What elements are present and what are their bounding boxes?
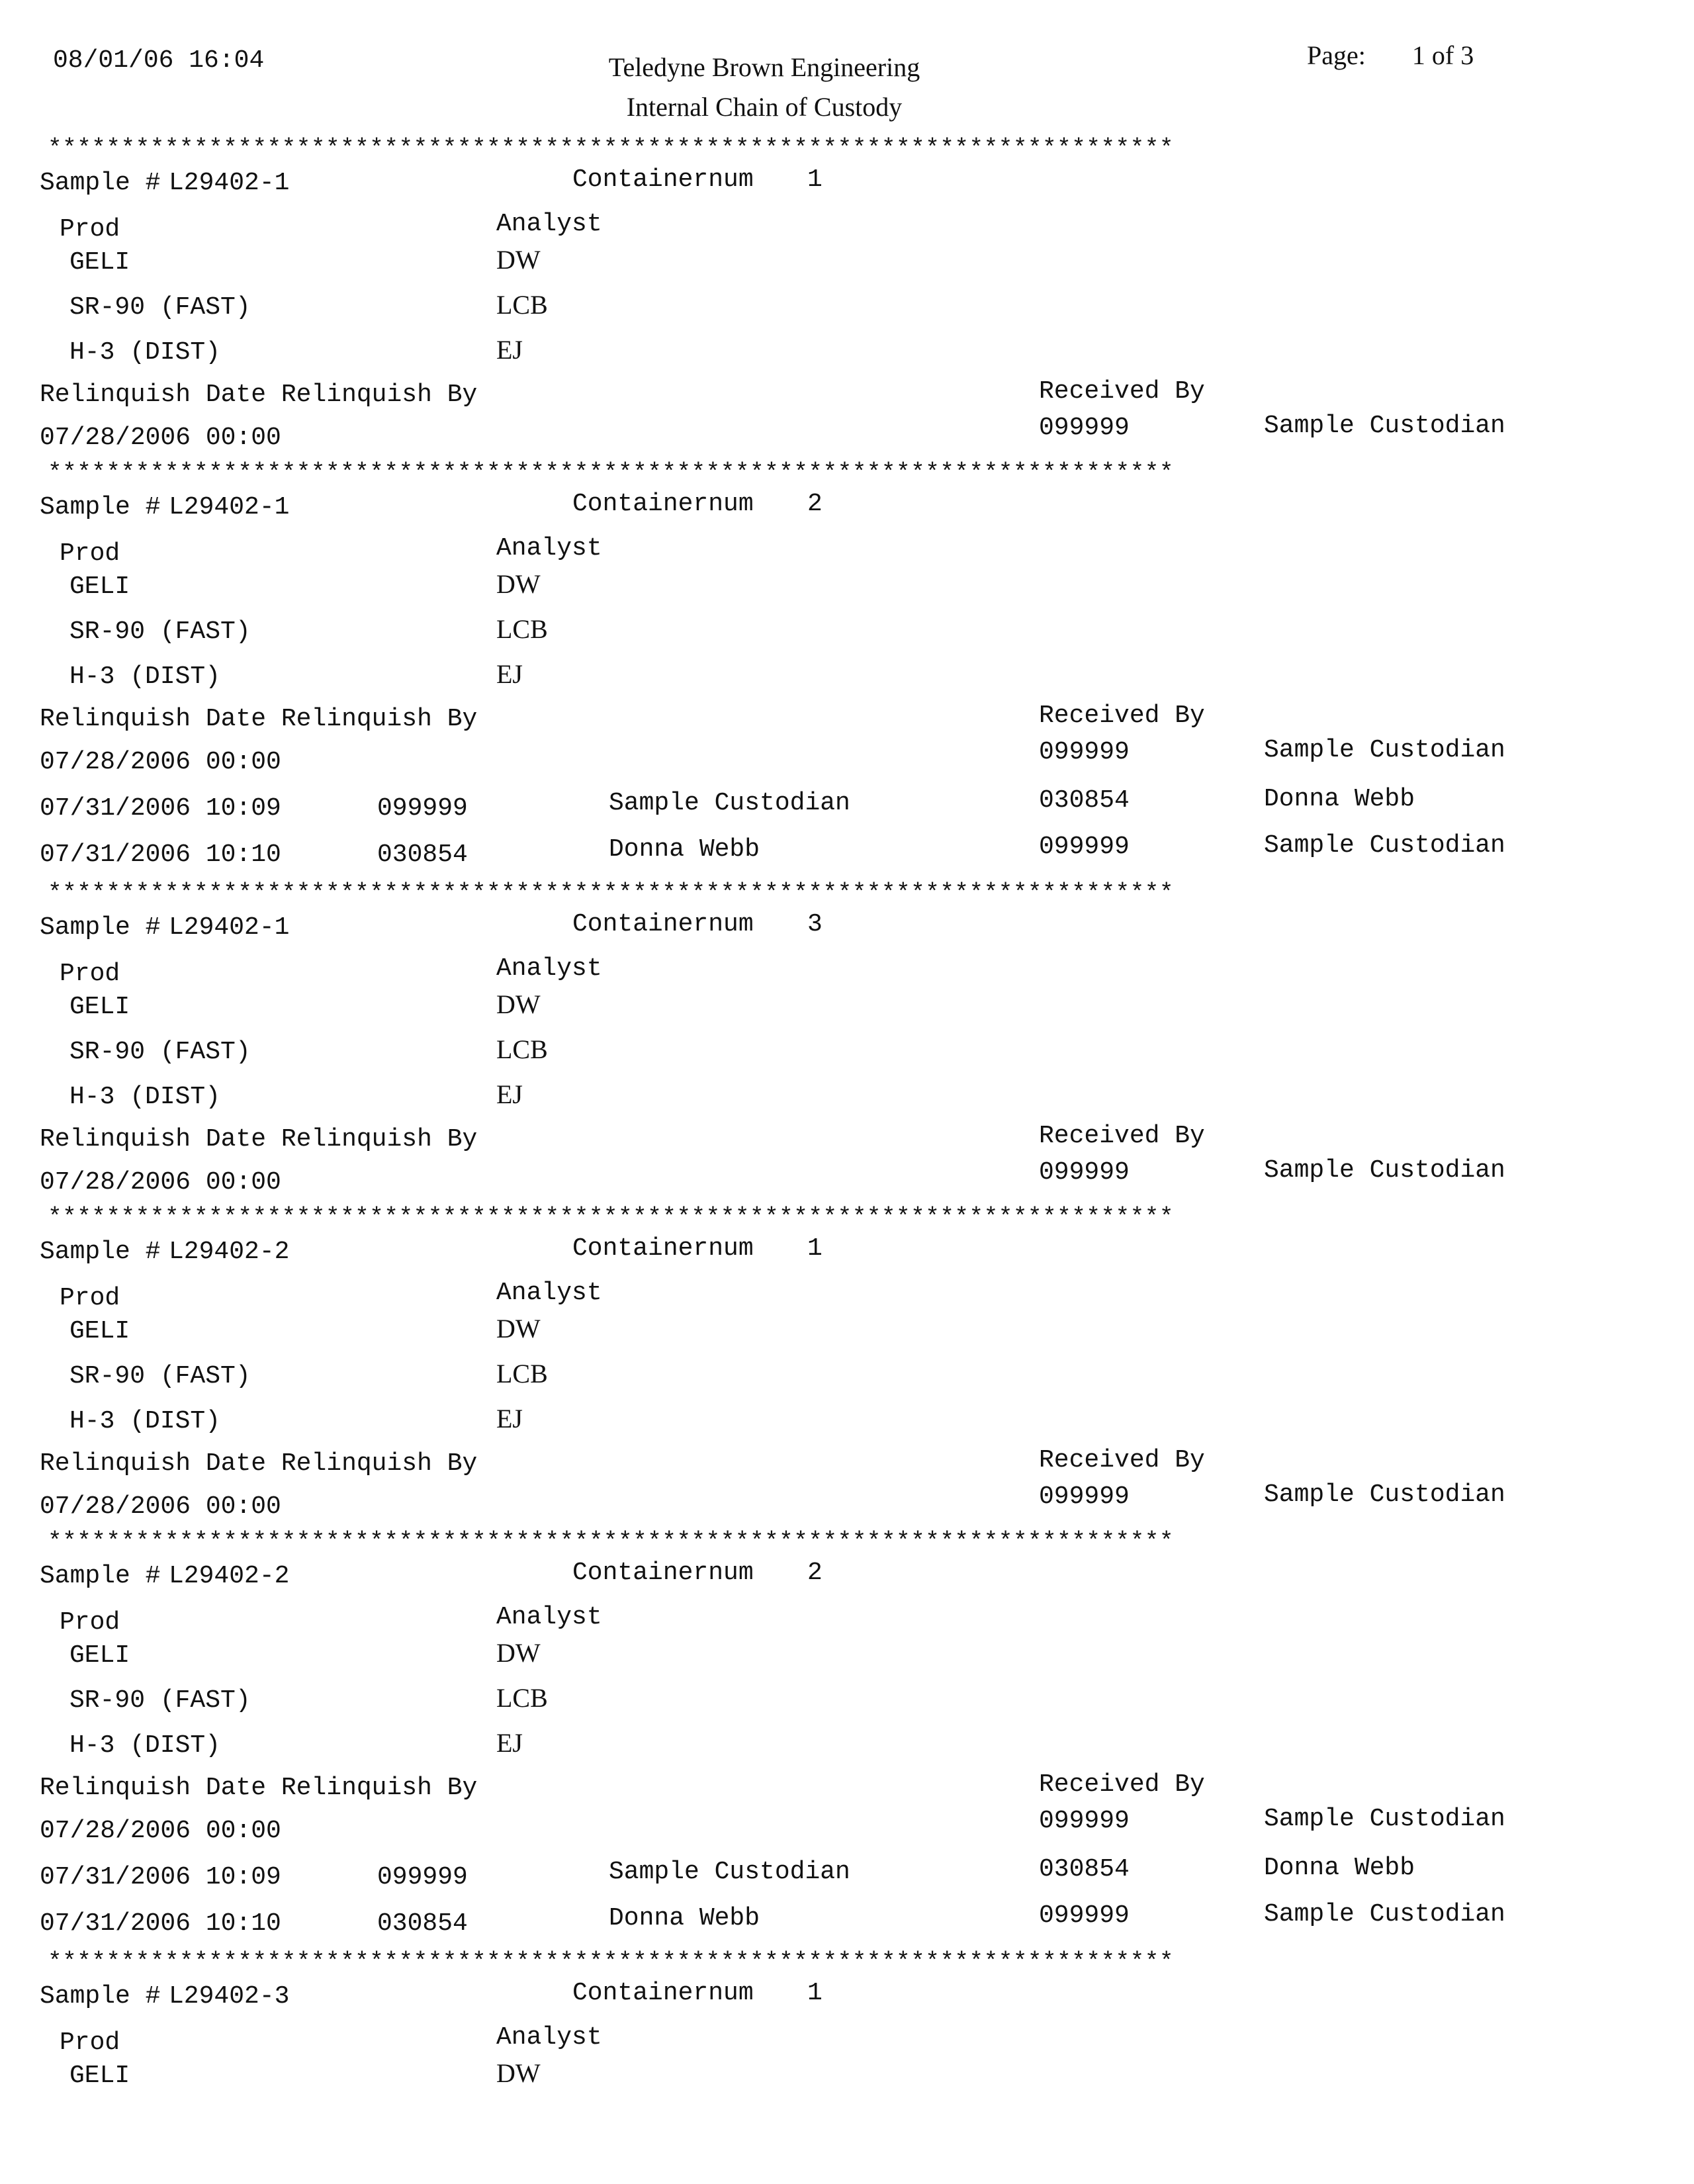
analyst-initials: EJ — [496, 335, 523, 365]
sample-prefix-label: Sample # — [40, 1982, 161, 2011]
relinquish-name: Donna Webb — [609, 835, 760, 864]
container-label: Containernum — [572, 1559, 754, 1587]
prod-name: GELI — [69, 248, 130, 277]
prod-name: GELI — [69, 1317, 130, 1345]
separator-stars: ***************************************************************************** — [48, 1528, 1174, 1555]
report-title: Internal Chain of Custody — [626, 92, 903, 122]
container-number: 1 — [807, 1979, 823, 2007]
prod-name: H-3 (DIST) — [69, 1407, 221, 1435]
analyst-initials: EJ — [496, 1728, 523, 1758]
separator-stars: ***************************************************************************** — [48, 1948, 1174, 1976]
relinquish-date: 07/28/2006 00:00 — [40, 424, 281, 452]
relinquish-id: 030854 — [377, 841, 468, 869]
transfer-date: 07/31/2006 10:09 — [40, 1863, 281, 1891]
page-number: 1 of 3 — [1411, 40, 1474, 70]
sample-prefix-label: Sample # — [40, 913, 161, 942]
analyst-header: Analyst — [496, 210, 602, 238]
prod-header: Prod — [60, 960, 120, 988]
received-id: 099999 — [1039, 738, 1130, 766]
prod-header: Prod — [60, 1284, 120, 1312]
received-id: 099999 — [1039, 414, 1130, 442]
report-header — [549, 48, 979, 127]
received-id: 099999 — [1039, 1807, 1130, 1835]
received-by-header: Received By — [1039, 1122, 1205, 1150]
sample-prefix-label: Sample # — [40, 1238, 161, 1266]
container-label: Containernum — [572, 1234, 754, 1263]
container-label: Containernum — [572, 910, 754, 938]
analyst-initials: EJ — [496, 659, 523, 689]
analyst-initials: LCB — [496, 1359, 548, 1388]
analyst-header: Analyst — [496, 954, 602, 983]
company-name: Teledyne Brown Engineering — [608, 52, 920, 82]
prod-name: SR-90 (FAST) — [69, 1038, 251, 1066]
sample-prefix-label: Sample # — [40, 493, 161, 522]
prod-header: Prod — [60, 215, 120, 244]
analyst-initials: DW — [496, 2058, 541, 2088]
sample-number: L29402-1 — [169, 169, 290, 197]
received-name: Sample Custodian — [1264, 412, 1505, 440]
received-by-header: Received By — [1039, 377, 1205, 406]
container-label: Containernum — [572, 165, 754, 194]
analyst-initials: LCB — [496, 1683, 548, 1713]
received-by-header: Received By — [1039, 1770, 1205, 1799]
analyst-header: Analyst — [496, 2023, 602, 2052]
sample-number: L29402-2 — [169, 1562, 290, 1590]
analyst-initials: EJ — [496, 1404, 523, 1433]
prod-header: Prod — [60, 2028, 120, 2057]
received-id: 099999 — [1039, 1901, 1130, 1930]
sample-number: L29402-3 — [169, 1982, 290, 2011]
received-name: Donna Webb — [1264, 785, 1415, 813]
analyst-initials: DW — [496, 1314, 541, 1343]
prod-name: H-3 (DIST) — [69, 338, 221, 367]
relinquish-date: 07/28/2006 00:00 — [40, 1817, 281, 1845]
analyst-initials: LCB — [496, 1034, 548, 1064]
separator-stars: ***************************************************************************** — [48, 459, 1174, 486]
container-number: 2 — [807, 490, 823, 518]
container-label: Containernum — [572, 1979, 754, 2007]
sample-prefix-label: Sample # — [40, 169, 161, 197]
prod-header: Prod — [60, 539, 120, 568]
analyst-initials: DW — [496, 569, 541, 599]
prod-name: SR-90 (FAST) — [69, 293, 251, 322]
prod-name: SR-90 (FAST) — [69, 1686, 251, 1715]
relinquish-date: 07/28/2006 00:00 — [40, 1168, 281, 1197]
prod-name: GELI — [69, 572, 130, 601]
sample-number: L29402-1 — [169, 913, 290, 942]
received-id: 030854 — [1039, 786, 1130, 815]
prod-name: GELI — [69, 993, 130, 1021]
relinquish-header: Relinquish Date Relinquish By — [40, 1774, 478, 1802]
received-name: Sample Custodian — [1264, 736, 1505, 764]
relinquish-id: 030854 — [377, 1909, 468, 1938]
received-by-header: Received By — [1039, 1446, 1205, 1475]
container-number: 1 — [807, 165, 823, 194]
relinquish-header: Relinquish Date Relinquish By — [40, 381, 478, 409]
received-name: Sample Custodian — [1264, 1156, 1505, 1185]
analyst-initials: LCB — [496, 614, 548, 644]
prod-name: H-3 (DIST) — [69, 1083, 221, 1111]
relinquish-header: Relinquish Date Relinquish By — [40, 1449, 478, 1478]
separator-stars: ***************************************************************************** — [48, 135, 1174, 162]
prod-name: SR-90 (FAST) — [69, 617, 251, 646]
relinquish-name: Sample Custodian — [609, 1858, 850, 1886]
prod-name: SR-90 (FAST) — [69, 1362, 251, 1390]
received-id: 099999 — [1039, 1158, 1130, 1187]
analyst-header: Analyst — [496, 1603, 602, 1631]
analyst-initials: DW — [496, 1638, 541, 1668]
received-name: Sample Custodian — [1264, 1480, 1505, 1509]
container-number: 3 — [807, 910, 823, 938]
relinquish-id: 099999 — [377, 1863, 468, 1891]
container-label: Containernum — [572, 490, 754, 518]
received-id: 030854 — [1039, 1855, 1130, 1884]
container-number: 2 — [807, 1559, 823, 1587]
received-name: Sample Custodian — [1264, 831, 1505, 860]
analyst-header: Analyst — [496, 1279, 602, 1307]
separator-stars: ***************************************************************************** — [48, 1204, 1174, 1231]
prod-header: Prod — [60, 1608, 120, 1637]
analyst-initials: DW — [496, 245, 541, 275]
relinquish-date: 07/28/2006 00:00 — [40, 1492, 281, 1521]
analyst-initials: EJ — [496, 1079, 523, 1109]
analyst-initials: DW — [496, 989, 541, 1019]
relinquish-name: Donna Webb — [609, 1904, 760, 1933]
page-indicator — [1307, 40, 1474, 71]
sample-number: L29402-1 — [169, 493, 290, 522]
received-by-header: Received By — [1039, 702, 1205, 730]
page-label: Page: — [1307, 40, 1366, 70]
prod-name: GELI — [69, 2062, 130, 2090]
transfer-date: 07/31/2006 10:10 — [40, 841, 281, 869]
relinquish-id: 099999 — [377, 794, 468, 823]
relinquish-header: Relinquish Date Relinquish By — [40, 705, 478, 733]
received-name: Donna Webb — [1264, 1854, 1415, 1882]
relinquish-header: Relinquish Date Relinquish By — [40, 1125, 478, 1154]
received-name: Sample Custodian — [1264, 1900, 1505, 1929]
received-id: 099999 — [1039, 1482, 1130, 1511]
report-datetime: 08/01/06 16:04 — [53, 46, 265, 75]
separator-stars: ***************************************************************************** — [48, 880, 1174, 907]
received-id: 099999 — [1039, 833, 1130, 861]
analyst-header: Analyst — [496, 534, 602, 563]
prod-name: H-3 (DIST) — [69, 662, 221, 691]
analyst-initials: LCB — [496, 290, 548, 320]
prod-name: H-3 (DIST) — [69, 1731, 221, 1760]
sample-prefix-label: Sample # — [40, 1562, 161, 1590]
relinquish-name: Sample Custodian — [609, 789, 850, 817]
prod-name: GELI — [69, 1641, 130, 1670]
received-name: Sample Custodian — [1264, 1805, 1505, 1833]
sample-number: L29402-2 — [169, 1238, 290, 1266]
container-number: 1 — [807, 1234, 823, 1263]
transfer-date: 07/31/2006 10:10 — [40, 1909, 281, 1938]
relinquish-date: 07/28/2006 00:00 — [40, 748, 281, 776]
transfer-date: 07/31/2006 10:09 — [40, 794, 281, 823]
